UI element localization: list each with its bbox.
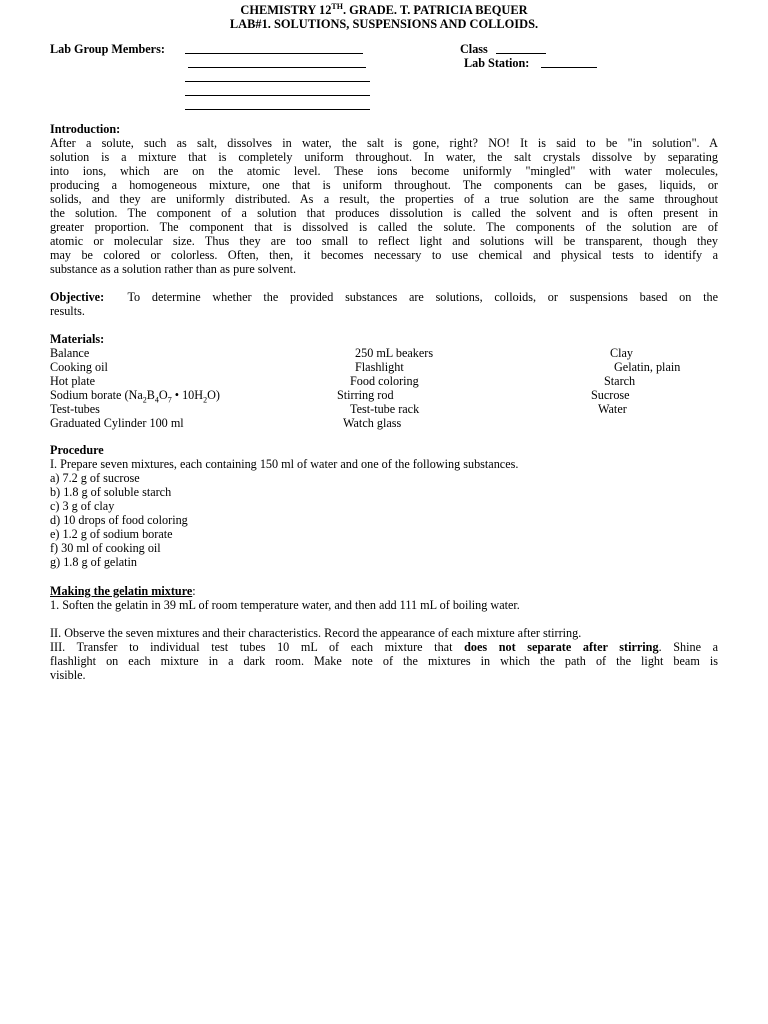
class-label: Class (460, 42, 488, 56)
header-title: CHEMISTRY 12TH. GRADE. T. PATRICIA BEQUER (240, 1, 528, 17)
member-field-2[interactable] (188, 56, 366, 68)
objective-text: To determine whether the provided substances are solutions, colloids, or suspensions based on the (127, 290, 718, 304)
intro-line: the solution. The component of a solution that produces dissolution is called the solvent and is often present in (50, 206, 718, 220)
material-item: Test-tube rack (350, 402, 420, 416)
intro-line: solids, and they are uniformly distributed. As a result, the properties of a true solution are the same throughout (50, 192, 718, 206)
worksheet-header (0, 3, 768, 31)
procedure-item: c) 3 g of clay (50, 499, 115, 513)
material-item: Graduated Cylinder 100 ml (50, 416, 184, 430)
procedure-heading: Procedure (50, 443, 104, 457)
procedure-step-3: III. Transfer to individual test tubes 10 mL of each mixture that does not separate after stirring. Shine a flashlight on each mixture in a dark room. Make note of the mixtures in which the path of the light beam is visible. (50, 640, 719, 682)
procedure-item: a) 7.2 g of sucrose (50, 471, 140, 485)
procedure-item: e) 1.2 g of sodium borate (50, 527, 173, 541)
material-item: Sucrose (591, 388, 630, 402)
materials-heading: Materials: (50, 332, 105, 346)
material-item: Stirring rod (337, 388, 394, 402)
gelatin-step: 1. Soften the gelatin in 39 mL of room temperature water, and then add 111 mL of boiling water. (50, 598, 520, 612)
procedure-item: b) 1.8 g of soluble starch (50, 485, 172, 499)
lab-station-label: Lab Station: (464, 56, 530, 70)
material-item: Food coloring (350, 374, 419, 388)
intro-line: producing a homogeneous mixture, one that is uniform throughout. The components can be gases, liquids, or (50, 178, 718, 192)
member-field-1[interactable] (185, 42, 363, 54)
material-item: Cooking oil (50, 360, 108, 374)
intro-line: After a solute, such as salt, dissolves in water, the salt is gone, right? NO! It is said to be "in solution". A (50, 136, 718, 150)
material-item: Watch glass (343, 416, 402, 430)
material-item: Clay (610, 346, 634, 360)
material-item: Starch (604, 374, 636, 388)
gelatin-heading: Making the gelatin mixture: (50, 584, 196, 598)
intro-line: greater proportion. The component that is dissolved is called the solute. The components of the solution are of (50, 220, 718, 234)
intro-line: may be colored or colorless. Often, then, it becomes necessary to use chemical and physical tests to identify a (50, 248, 718, 262)
header-subtitle: LAB#1. SOLUTIONS, SUSPENSIONS AND COLLOIDS. (229, 17, 539, 31)
procedure-item: d) 10 drops of food coloring (50, 513, 188, 527)
material-item: Hot plate (50, 374, 96, 388)
introduction-body (50, 136, 718, 276)
intro-line: atomic or molecular size. Thus they are too small to reflect light and solutions will be transparent, though they (50, 234, 718, 248)
intro-line: substance as a solution rather than as pure solvent. (50, 262, 297, 276)
emphasis-text: does not separate after stirring (464, 640, 659, 654)
procedure-step-1: I. Prepare seven mixtures, each containing 150 ml of water and one of the following substances. (50, 457, 519, 471)
intro-line: solution is a mixture that is completely uniform throughout. In water, the salt crystals dissolve by separating (50, 150, 718, 164)
class-field[interactable] (496, 42, 546, 54)
objective-section (50, 290, 718, 318)
procedure-item: f) 30 ml of cooking oil (50, 541, 161, 555)
objective-heading: Objective: (50, 290, 105, 304)
introduction-heading: Introduction: (50, 122, 121, 136)
material-item: Flashlight (355, 360, 404, 374)
material-item: Water (598, 402, 627, 416)
material-item: Test-tubes (50, 402, 100, 416)
member-field-4[interactable] (185, 84, 370, 96)
material-item: 250 mL beakers (355, 346, 434, 360)
member-field-3[interactable] (185, 70, 370, 82)
material-item: Gelatin, plain (614, 360, 681, 374)
objective-text-continued: results. (50, 304, 85, 318)
group-members-label: Lab Group Members: (50, 42, 165, 56)
material-item-sodium-borate: Sodium borate ($Na_2B_4O_7$ • $10H_2O$) (50, 388, 220, 405)
procedure-item: g) 1.8 g of gelatin (50, 555, 137, 569)
lab-station-field[interactable] (541, 56, 597, 68)
member-field-5[interactable] (185, 98, 370, 110)
material-item: Balance (50, 346, 90, 360)
intro-line: into ions, which are on the atomic level. These ions become uniformly "mingled" with water molecules, (50, 164, 718, 178)
procedure-step-2: II. Observe the seven mixtures and their characteristics. Record the appearance of each mixture after stirring. (50, 626, 582, 640)
